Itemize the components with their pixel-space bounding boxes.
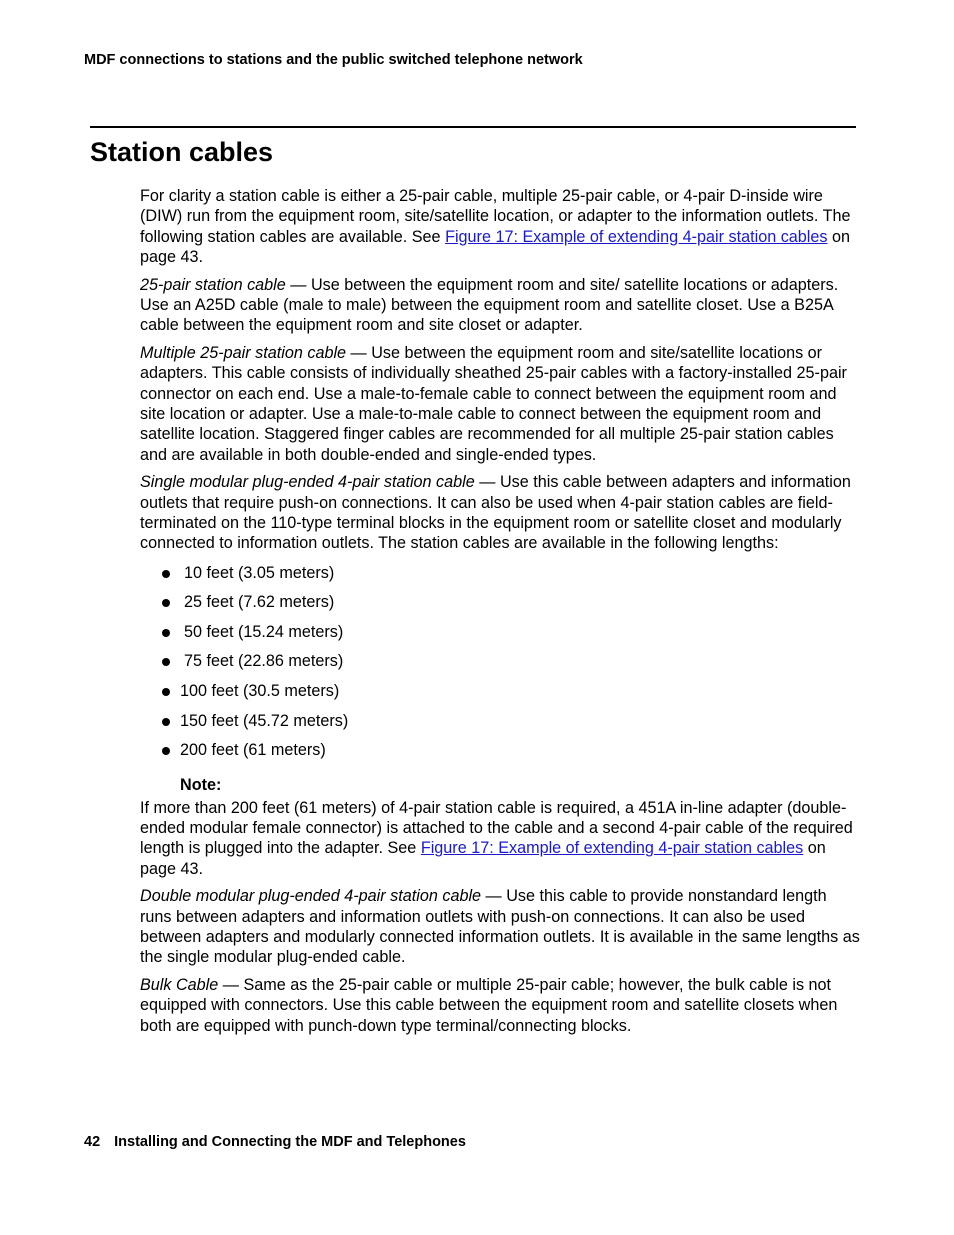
item-term: Bulk Cable xyxy=(140,976,219,995)
bullet-icon xyxy=(162,629,170,637)
bullet-icon xyxy=(162,658,170,666)
item-single-modular xyxy=(140,472,860,553)
bullet-icon xyxy=(162,599,170,607)
list-item xyxy=(140,592,860,622)
list-item-text: 200 feet (61 meters) xyxy=(180,741,326,760)
bullet-icon xyxy=(162,688,170,696)
item-text: — Use this cable between adapters and information outlets that require push-on connections. It can also be used when 4-pair station cables are field-terminated on the 110-type terminal blocks in the equipment room or satellite closet and modularly connected to information outlets. The station cables are available in the following lengths: xyxy=(140,473,851,553)
item-25-pair xyxy=(140,275,860,336)
note-label: Note: xyxy=(180,775,222,794)
bullet-icon xyxy=(162,718,170,726)
item-text: — Use between the equipment room and site/ satellite locations or adapters. Use an A25D cable (male to male) between the equipment room and satellite closet. Use a B25A cable between the equipment room and site closet or adapter. xyxy=(140,275,839,335)
item-term: Double modular plug-ended 4-pair station cable xyxy=(140,887,482,906)
list-item xyxy=(140,622,860,652)
item-term: Single modular plug-ended 4-pair station cable xyxy=(140,473,475,492)
bullet-icon xyxy=(162,747,170,755)
running-header: MDF connections to stations and the public switched telephone network xyxy=(84,52,583,68)
page-number: 42 xyxy=(84,1134,101,1150)
intro-after: on page 43. xyxy=(140,227,850,266)
item-text: — Use this cable to provide nonstandard length runs between adapters and information outlets with push-on connections. It can also be used between adapters and modularly connected information outlets. It is available in the same lengths as the single modular plug-ended cable. xyxy=(140,887,860,967)
list-item xyxy=(140,681,860,711)
title-rule xyxy=(90,126,856,128)
list-item xyxy=(140,563,860,593)
note-figure-17-link[interactable]: Figure 17: Example of extending 4-pair station cables xyxy=(420,839,804,858)
list-item xyxy=(140,711,860,741)
list-item-text: 50 feet (15.24 meters) xyxy=(184,622,344,641)
lengths-list xyxy=(140,563,860,770)
note-text: If more than 200 feet (61 meters) of 4-pair station cable is required, a 451A in-line adapter (double-ended modular female connector) is attached to the cable and a second 4-pair cable of the required length is plugged into the adapter. See xyxy=(140,798,853,858)
figure-17-link[interactable]: Figure 17: Example of extending 4-pair station cables xyxy=(445,227,828,246)
intro-paragraph xyxy=(140,186,860,267)
intro-text: For clarity a station cable is either a 25-pair cable, multiple 25-pair cable, or 4-pair D-inside wire (DIW) run from the equipment room, site/satellite location, or adapter to the information outlets. The following station cables are available. See xyxy=(140,187,851,246)
list-item xyxy=(140,651,860,681)
book-title: Installing and Connecting the MDF and Telephones xyxy=(114,1134,466,1150)
item-bulk-cable xyxy=(140,975,860,1036)
item-text: — Use between the equipment room and site/satellite locations or adapters. This cable consists of individually sheathed 25-pair cables with a factory-installed 25-pair connector on each end. Use a male-to-female cable to connect between the equipment room and site location or adapter. Use a male-to-male cable to connect between the equipment room and satellite location. Staggered finger cables are recommended for all multiple 25-pair station cables and are available in both double-ended and single-ended types. xyxy=(140,344,847,464)
item-term: Multiple 25-pair station cable xyxy=(140,344,347,363)
note-body xyxy=(140,798,860,879)
list-item-text: 150 feet (45.72 meters) xyxy=(180,711,349,730)
item-double-modular xyxy=(140,886,860,967)
page-footer xyxy=(84,1134,466,1150)
page-title: Station cables xyxy=(90,137,274,167)
item-text: — Same as the 25-pair cable or multiple 25-pair cable; however, the bulk cable is not equipped with connectors. Use this cable between the equipment room and satellite closets when both are equipped with punch-down type terminal/connecting blocks. xyxy=(140,976,838,1035)
note-after: on page 43. xyxy=(140,839,826,878)
item-multiple-25-pair xyxy=(140,343,860,465)
content xyxy=(140,186,860,1043)
bullet-icon xyxy=(162,570,170,578)
list-item-text: 25 feet (7.62 meters) xyxy=(184,593,335,612)
list-item xyxy=(140,740,860,770)
list-item-text: 10 feet (3.05 meters) xyxy=(184,563,335,582)
item-term: 25-pair station cable xyxy=(140,275,286,294)
list-item-text: 75 feet (22.86 meters) xyxy=(184,652,344,671)
list-item-text: 100 feet (30.5 meters) xyxy=(180,681,340,700)
